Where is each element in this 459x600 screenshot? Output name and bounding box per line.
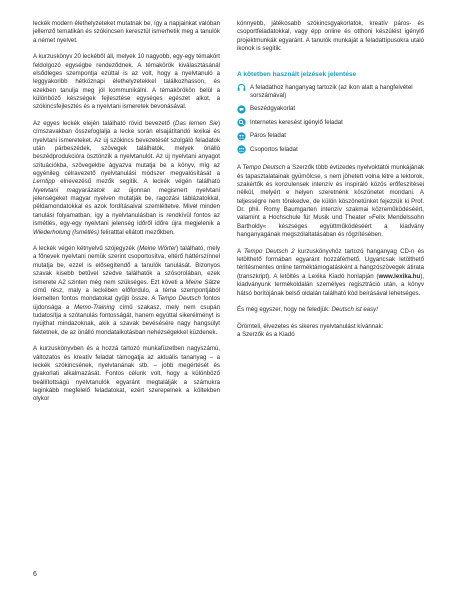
paragraph [33, 245, 220, 337]
legend-item-audio [237, 84, 424, 101]
publisher-url[interactable]: www.lexika.hu [378, 272, 421, 280]
text-run: A [237, 247, 244, 255]
text-run: Az egyes leckék elején található rövid bevezető ( [33, 120, 176, 128]
legend-item-label: Beszédgyakorlat [250, 105, 296, 113]
text-run: A [237, 164, 243, 172]
legend-item-label: Csoportos feladat [250, 145, 298, 153]
paragraph [237, 306, 424, 314]
right-column [237, 20, 424, 339]
text-run: És még egyszer, hogy ne feledjük: [237, 306, 332, 314]
text-run: kurzuskönyvhöz tartozó hanganyag CD-n és letölthető formában egyaránt hozzáférhető. Ugyancsak letölthető térítésmentes online terméktámogatásként a hangzószövegek átirata (transzkript). A letöltés a Lexika Kiadó honlapján ( [237, 247, 425, 280]
text-run: elnevezésű mezők segítik. A leckék végén található [55, 178, 220, 186]
text-run: a Szerzők több évtizedes nyelvoktatói munkájának és tapasztalatainak gyümölcse, s nem jöhetett volna létre a lektorok, szakértők és konzulensek intenzív és inspiráló közös erőfeszítései nélkül, melyért e helyen szeretnénk köszönetet mondani. A teljességre nem törekedve, de külön köszönetünket fejezzük ki Prof. Dr. phil. Romy Baumgarten intenzív szakmai közreműködéséért, valamint a Hochschule für Musik und Theater »Felix Mendelssohn Bartholdy« készséges együttműködéséért a kiadvány hanganyagának megszólaltatásában és rögzítésében. [237, 164, 425, 239]
magnifier-icon [237, 118, 246, 127]
signature: a Szerzők és a Kiadó [237, 331, 295, 339]
text-run: ) címszavakban összefoglalja a lecke során elsajátítandó lexikai és nyelvtani ismereteket. Az új szókincs bevezetését szolgáló feladatok után párbeszédek, szövegek találhatók, melyek önálló beszédprodukcióra ösztönzik a nyelvtanulót. Az új nyelvtani anyagot szituációkba, szövegekbe ágyazva mutatja be a könyv, míg az egyénileg célravezető nyelvtanulási módszer megvalósítását a [33, 120, 220, 178]
text-run: ) található, mely a főnevek nyelvtani nemük szerint csoportosítva, eltérő háttérszínnel mutatja be, ezzel is elősegítendő a tanulók tanulását. Bizonyos szavak kisebb betűvel szedve találhatók a szósorolában, ezek ismerete A2 szinten még nem szükséges. Ezt követi a [33, 245, 220, 286]
icon-legend [237, 71, 424, 154]
legend-item-pair [237, 132, 424, 141]
text-run: feliratttal ellátott mezőkben. [99, 228, 175, 236]
italic-term: Wiederholung (Ismétlés) [33, 228, 99, 236]
italic-term: Tempo Deutsch [157, 295, 201, 303]
legend-item-internet [237, 119, 424, 128]
legend-item-label: Internetes keresést igénylő feladat [250, 118, 343, 126]
legend-title: A kötetben használt jelzések jelentése [237, 71, 357, 79]
paragraph [33, 120, 220, 237]
italic-term: Meine Sätze [185, 278, 220, 286]
italic-term: Nyelvtani magyarázatok [33, 186, 105, 194]
italic-term: Tempo Deutsch [242, 164, 286, 172]
legend-item-group [237, 146, 424, 155]
italic-term: Lerntipp [33, 178, 56, 186]
text-run: ), kiadványunk termékoldalán személyes regisztráció után, a könyv hátsó borítójának belső oldalán található kód beírásával lehetséges. [237, 272, 424, 297]
paragraph: könnyebb, játékosabb szókincsgyakorlatok, kreatív páros- és csoportfeladatokkal, vagy épp online és otthoni készülést igénylő projektmunkák egyaránt. A tanulók munkáját a feladattípusokra utaló ikonok is segítik: [237, 20, 424, 53]
group-icon [237, 145, 246, 154]
text-run: A leckék végén kétnyelvű szójegyzék ( [33, 245, 140, 253]
italic-term: Das lernen Sie [175, 120, 218, 128]
paragraph: leckék modern élethelyzeteket mutatnak be, így a napjainkat valóban jellemző tematikán és szókincsen keresztül ismerhetik meg a tanulók a német nyelvet. [33, 20, 220, 44]
paragraph: A kurzuskönyvben és a hozzá tartozó munkafüzetben nagyszámú, változatos és kreatív feladat támogatja az aktuális tananyag – a leckék szókincsének, nyelvtanának stb. – jobb megértését és gyakorlati alkalmazását. Fontos célunk volt, hogy a különböző beállítottságú nyelvtanulók egyaránt megtalálják a számukra leginkább megfelelő feladatokat, ezért szerepelnek a költekben olykor [33, 345, 220, 403]
left-column [33, 20, 220, 404]
page-number: 6 [33, 571, 37, 578]
paragraph [237, 164, 424, 239]
headphones-icon [237, 83, 246, 92]
italic-term: Meine Wörter [139, 245, 177, 253]
legend-item-speaking [237, 105, 424, 114]
text-run: című szakasz, mely nem csupán tudatosítja a szótanulás fontosságát, hanem egyúttal sikerélményt is nyújthat mindazoknak, akik a szavak bevésésére nagy hangsúlyt fektetnek, de az önálló mondatalkotásban nehézségekkel küzdenek. [33, 303, 220, 336]
legend-item-label: Páros feladat [250, 132, 286, 140]
paragraph [237, 248, 424, 298]
italic-term: Tempo Deutsch 2 [243, 247, 295, 255]
text-run: című rész, maly a leckében előfordulo, a téma szempontjából kiemelten fontos mondatokat gyűjti össze. A [33, 286, 220, 303]
italic-term: Memo-Training [74, 303, 115, 311]
closing-wish: Örömteli, élvezetes és sikeres nyelvtanulást kívánnak: [237, 322, 384, 330]
italic-term: Deutsch ist easy! [331, 306, 378, 314]
text-run: az újonnan megismert nyelvtani jelenségeket magyar nyelven mutatják be, ragozási táblázatokkal, példamondatokkal és azok fordításaival szemléltetve. Mivel minden tanulási folyamatban, így a nyelvtanulásban is rendkívül fontos az ismétlés, egy-egy nyelvtani jelenség időről időre újra megjelenik a [33, 186, 221, 228]
text-run: fontos újdonsága a [33, 295, 220, 311]
paragraph: A kurzuskönyv 20 leckéből áll, melyek 10 nagyobb, egy-egy témakört feldolgozó egységbe rendeződnek. A témakörök kiválasztásánál elsődleges szempontja ezúttal is az volt, hogy a nyelvtanuló a leggyakoribb hétköznapi élethelyzetekkel találkozhasson, és ezekben tanulja meg jól kommunikálni. A témakörökön belül a különböző készségek fejlesztése egyséqes egészet alkot, a szókincsfejlesztés és a nyelvtani ismeretek bevonásával. [33, 53, 220, 111]
speech-bubble-icon [237, 105, 246, 114]
pair-icon [237, 132, 246, 141]
legend-item-label: A feladathoz hanganyag tartozik (az ikon alatt a hangfelvétel sorszámával) [250, 83, 413, 100]
